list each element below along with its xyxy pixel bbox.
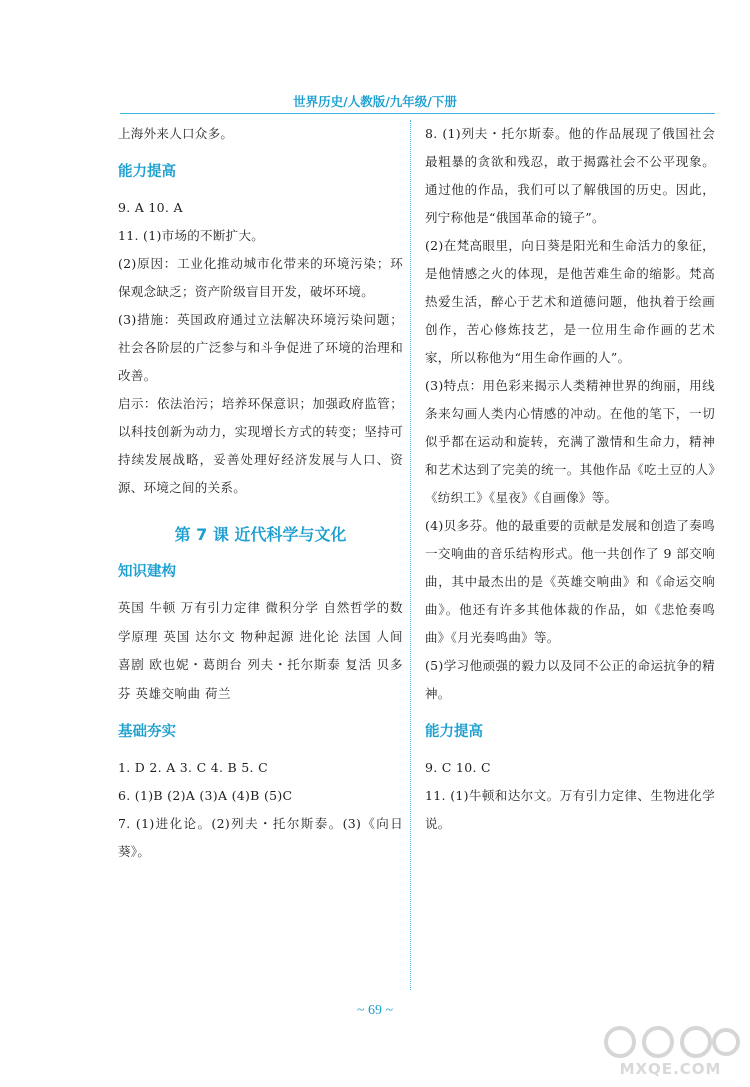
answer-text: 上海外来人口众多。 bbox=[118, 126, 234, 141]
section-heading: 基础夯实 bbox=[118, 724, 176, 740]
watermark-icon bbox=[598, 1020, 743, 1064]
answer-text: 6. (1)B (2)A (3)A (4)B (5)C bbox=[118, 788, 293, 803]
page-number: ~ 69 ~ bbox=[356, 1003, 394, 1018]
answer-text: 11. (1)市场的不断扩大。 bbox=[118, 228, 265, 243]
section-heading: 能力提高 bbox=[118, 164, 176, 180]
section-heading: 知识建构 bbox=[118, 564, 176, 580]
answer-text: (2)在梵高眼里，向日葵是阳光和生命活力的象征，是他情感之火的体现，是他苦难生命的缩影。梵高热爱生活，醉心于艺术和道德问题，他执着于绘画创作，苦心修炼技艺，是一位用生命作画的艺术家，所以称他为“用生命作画的人”。 bbox=[425, 238, 715, 365]
answer-text: (3)措施：英国政府通过立法解决环境污染问题；社会各阶层的广泛参与和斗争促进了环境的治理和改善。 bbox=[118, 312, 403, 383]
answer-text: (3)特点：用色彩来揭示人类精神世界的绚丽，用线条来勾画人类内心情感的冲动。在他的笔下，一切似乎都在运动和旋转，充满了激情和生命力，精神和艺术达到了完美的统一。其他作品《吃土豆的人》《纺织工》《星夜》《自画像》等。 bbox=[425, 378, 715, 505]
lesson-title: 第 7 课 近代科学与文化 bbox=[174, 525, 347, 544]
running-header: 世界历史/人教版/九年级/下册 bbox=[293, 94, 457, 109]
answer-text: 7. (1)进化论。(2)列夫・托尔斯泰。(3)《向日葵》。 bbox=[118, 816, 403, 859]
answer-text: 1. D 2. A 3. C 4. B 5. C bbox=[118, 760, 268, 775]
answer-text: 11. (1)牛顿和达尔文。万有引力定律、生物进化学说。 bbox=[425, 788, 715, 831]
answer-text: 启示：依法治污；培养环保意识；加强政府监管；以科技创新为动力，实现增长方式的转变；坚持可持续发展战略，妥善处理好经济发展与人口、资源、环境之间的关系。 bbox=[118, 396, 403, 495]
watermark-text: MXQE.COM bbox=[619, 1060, 722, 1078]
right-column bbox=[425, 120, 715, 838]
header-rule bbox=[120, 113, 715, 114]
keyword-list: 英国 牛顿 万有引力定律 微积分学 自然哲学的数学原理 英国 达尔文 物种起源 进化论 法国 人间喜剧 欧也妮・葛朗台 列夫・托尔斯泰 复活 贝多芬 英雄交响曲 荷兰 bbox=[118, 600, 403, 701]
answer-text: 9. A 10. A bbox=[118, 200, 183, 215]
answer-text: 8. (1)列夫・托尔斯泰。他的作品展现了俄国社会最粗暴的贪欲和残忍，敢于揭露社会不公平现象。通过他的作品，我们可以了解俄国的历史。因此，列宁称他是“俄国革命的镜子”。 bbox=[425, 126, 715, 225]
watermark-logo bbox=[598, 1020, 743, 1084]
answer-text: (5)学习他顽强的毅力以及同不公正的命运抗争的精神。 bbox=[425, 658, 715, 701]
answer-text: (2)原因：工业化推动城市化带来的环境污染；环保观念缺乏；资产阶级盲目开发，破坏环境。 bbox=[118, 256, 403, 299]
left-column bbox=[118, 120, 403, 866]
section-heading: 能力提高 bbox=[425, 724, 483, 740]
column-divider bbox=[410, 120, 411, 990]
answer-text: 9. C 10. C bbox=[425, 760, 491, 775]
answer-text: (4)贝多芬。他的最重要的贡献是发展和创造了奏鸣一交响曲的音乐结构形式。他一共创作了 9 部交响曲，其中最杰出的是《英雄交响曲》和《命运交响曲》。他还有许多其他体裁的作品，如《悲怆奏鸣曲》《月光奏鸣曲》等。 bbox=[425, 518, 715, 645]
